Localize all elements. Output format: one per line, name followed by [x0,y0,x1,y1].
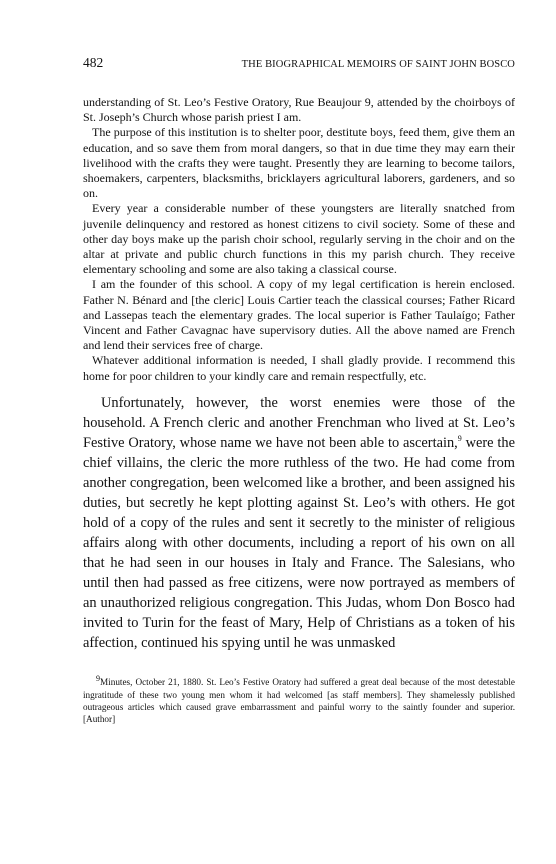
book-page [83,55,515,725]
footnote-text: Minutes, October 21, 1880. St. Leo’s Festive Oratory had suffered a great deal because of the most detestable ingratitude of these two young men whom it had welcomed [as staff members]. They shamelessly published outrageous articles which caused grave embarrassment and painful worry to the saintly founder and superior. [Author] [83,677,515,724]
footnote [83,676,515,724]
running-title: THE BIOGRAPHICAL MEMOIRS OF SAINT JOHN BOSCO [241,59,515,70]
body-paragraph [83,393,515,654]
running-head [83,55,515,77]
quote-paragraph: Every year a considerable number of these youngsters are literally snatched from juvenile delinquency and restored as honest citizens to civil society. Some of these and other day boys make up the parish choir school, regularly serving in the choir and on the altar at private and public church functions in this my parish church. They receive elementary schooling and some are also taking a classical course. [83,201,515,277]
quote-paragraph: I am the founder of this school. A copy of my legal certification is herein enclosed. Father N. Bénard and [the cleric] Louis Cartier teach the classical courses; Father Ricard and Lassepas teach the elementary grades. The local superior is Father Taulaígo; Father Vincent and Father Cavagnac have supervisory duties. All the above named are French and lend their services free of charge. [83,277,515,353]
footnote-reference: 9 [457,434,462,444]
footnote-marker: 9 [96,674,100,684]
quote-paragraph: understanding of St. Leo’s Festive Oratory, Rue Beaujour 9, attended by the choirboys of St. Joseph’s Church whose parish priest I am. [83,95,515,125]
body-text-before-note: Unfortunately, however, the worst enemies were those of the household. A French cleric and another Frenchman who lived at St. Leo’s Festive Oratory, whose name we have not been able to ascertain, [83,394,515,451]
footnote-paragraph [83,676,515,724]
quote-paragraph: Whatever additional information is needed, I shall gladly provide. I recommend this home for poor children to your kindly care and remain respectfully, etc. [83,353,515,383]
body-text [83,393,515,654]
quote-paragraph: The purpose of this institution is to shelter poor, destitute boys, feed them, give them an education, and so save them from moral dangers, so that in due time they may earn their livelihood with the crafts they were taught. Presently they are learning to become tailors, shoemakers, carpenters, blacksmiths, bricklayers agricultural laborers, gardeners, and so on. [83,125,515,201]
page-number: 482 [83,55,104,70]
body-text-after-note: were the chief villains, the cleric the more ruthless of the two. He had come from another congregation, been welcomed like a brother, and been assigned his duties, but secretly he kept plotting against St. Leo’s with others. He got hold of a copy of the rules and sent it secretly to the minister of religious affairs along with other documents, including a report of his own on all that he had seen in our houses in Italy and France. The Salesians, who until then had passed as free citizens, were now portrayed as members of an unauthorized religious congregation. This Judas, whom Don Bosco had invited to Turin for the feast of Mary, Help of Christians as a token of his affection, continued his spying until he was unmasked [83,434,515,652]
quoted-letter [83,95,515,384]
